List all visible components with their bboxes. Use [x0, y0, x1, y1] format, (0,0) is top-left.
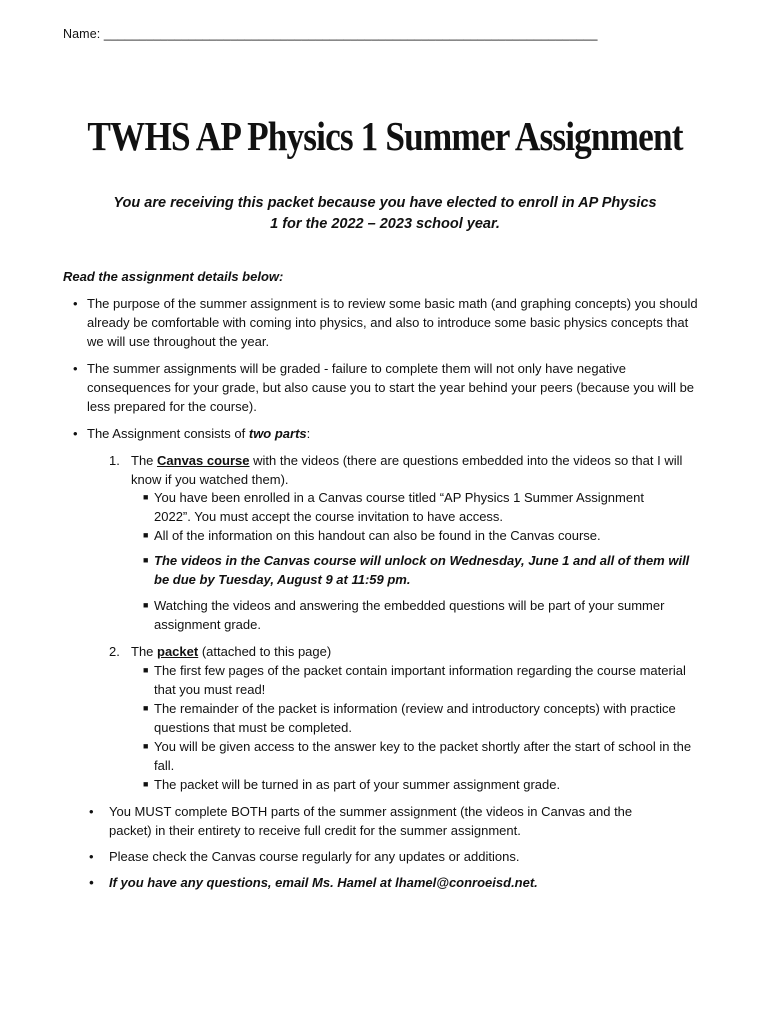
canvas-course-emphasis: Canvas course	[157, 453, 250, 468]
bullet-dot-icon: •	[89, 804, 94, 819]
sub-list-item: ■ The packet will be turned in as part of your summer assignment grade.	[143, 777, 561, 792]
square-bullet-icon: ■	[143, 492, 149, 502]
item-number: 2.	[109, 644, 120, 659]
square-bullet-icon: ■	[143, 600, 149, 610]
packet-emphasis: packet	[157, 644, 199, 659]
list-item	[73, 294, 707, 351]
bullet-dot-icon: •	[89, 875, 94, 890]
list-item-text: The purpose of the summer assignment is to review some basic math (and graphing concepts) you should already be comfortable with coming into physics, and also to introduce some basic physics concepts that we will use throughout the year.	[87, 296, 698, 349]
sub-list-item: ■ Watching the videos and answering the embedded questions will be part of your summer assignment grade.	[143, 598, 665, 632]
intro-paragraph: You are receiving this packet because you have elected to enroll in AP Physics 1 for the 2022 – 2023 school year.	[113, 195, 657, 232]
sub-list-item: ■ You have been enrolled in a Canvas course titled “AP Physics 1 Summer Assignment 2022”. You must accept the course invitation to have access.	[143, 490, 644, 524]
bullet-dot-icon: •	[73, 426, 78, 441]
emphasis: two parts	[248, 426, 307, 441]
name-line: Name: ______________________________________________________________________	[63, 27, 598, 41]
list-item-text: The summer assignments will be graded - failure to complete them will not only have negative consequences for your grade, but also cause you to start the year behind your peers (because you will be less prepared for the course).	[87, 361, 695, 414]
square-bullet-icon: ■	[143, 779, 149, 789]
bullet-dot-icon: •	[89, 849, 94, 864]
list-item: • You MUST complete BOTH parts of the summer assignment (the videos in Canvas and the packet) in their entirety to receive full credit for the summer assignment.	[89, 804, 633, 838]
numbered-item-packet	[109, 642, 696, 661]
square-bullet-icon: ■	[143, 741, 149, 751]
sub-list-item: ■ The remainder of the packet is information (review and introductory concepts) with practice questions that must be completed.	[143, 701, 676, 735]
sub-list-item: ■ All of the information on this handout can also be found in the Canvas course.	[143, 528, 601, 543]
numbered-item-canvas	[109, 451, 696, 489]
list-item: • Please check the Canvas course regularly for any updates or additions.	[89, 849, 520, 864]
square-bullet-icon: ■	[143, 530, 149, 540]
bullet-dot-icon: •	[73, 296, 78, 311]
list-item-text: The Canvas course with the videos (there are questions embedded into the videos so that I will know if you watched them).	[131, 453, 683, 487]
sub-list-item: ■ You will be given access to the answer key to the packet shortly after the start of school in the fall.	[143, 739, 692, 773]
sub-list-item: ■ The first few pages of the packet contain important information regarding the course material that you must read!	[143, 663, 686, 697]
sub-list-item-important: ■ The videos in the Canvas course will unlock on Wednesday, June 1 and all of them will be due by Tuesday, August 9 at 11:59 pm.	[143, 553, 690, 587]
square-bullet-icon: ■	[143, 703, 149, 713]
list-item-text: The Assignment consists of two parts:	[87, 426, 311, 441]
list-item-text: The packet (attached to this page)	[131, 644, 332, 659]
contact-line: • If you have any questions, email Ms. Hamel at lhamel@conroeisd.net.	[89, 875, 538, 890]
square-bullet-icon: ■	[143, 665, 149, 675]
list-item	[73, 424, 707, 443]
bullet-dot-icon: •	[73, 361, 78, 376]
item-number: 1.	[109, 453, 120, 468]
list-item	[73, 359, 707, 416]
section-label: Read the assignment details below:	[63, 269, 284, 284]
square-bullet-icon: ■	[143, 555, 149, 565]
page-title: TWHS AP Physics 1 Summer Assignment	[87, 113, 683, 159]
